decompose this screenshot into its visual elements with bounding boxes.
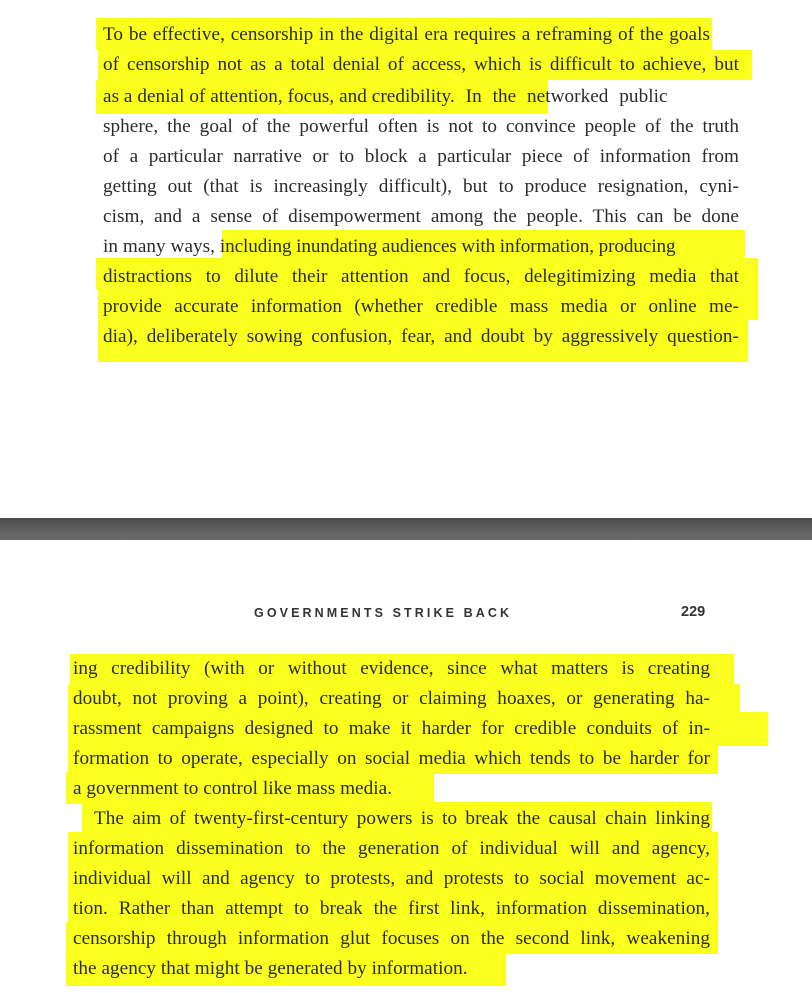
text-line: censorship through information glut focuses on the second link, weakening xyxy=(73,928,710,949)
text-line: of censorship not as a total denial of access, which is difficult to achieve, but xyxy=(103,54,739,75)
text-line: The aim of twenty-first-century powers is to break the causal chain linking xyxy=(94,808,710,829)
text-line: information dissemination to the generation of individual will and agency, xyxy=(73,838,710,859)
highlighted-phrase: including inundating audiences with information, producing xyxy=(219,236,676,257)
text-line: cism, and a sense of disempowerment among the people. This can be done xyxy=(103,206,739,227)
running-head: GOVERNMENTS STRIKE BACK xyxy=(254,606,513,620)
plain-phrase: in many ways, xyxy=(103,236,220,257)
text-line: doubt, not proving a point), creating or claiming hoaxes, or generating ha- xyxy=(73,688,710,709)
highlighted-phrase: as a denial of attention, focus, and credibility. xyxy=(103,86,455,107)
text-line: To be effective, censorship in the digital era requires a reframing of the goals xyxy=(103,24,710,45)
text-line: formation to operate, especially on social media which tends to be harder for xyxy=(73,748,710,769)
plain-phrase: In the networked public xyxy=(454,86,668,107)
text-line: dia), deliberately sowing confusion, fear, and doubt by aggressively question- xyxy=(103,326,739,347)
text-line xyxy=(103,82,739,112)
text-line: ing credibility (with or without evidence, since what matters is creating xyxy=(73,658,710,679)
text-line: provide accurate information (whether credible mass media or online me- xyxy=(103,296,739,317)
text-line: tion. Rather than attempt to break the first link, information dissemination, xyxy=(73,898,710,919)
page-divider xyxy=(0,518,812,540)
text-line: of a particular narrative or to block a particular piece of information from xyxy=(103,146,739,167)
page-number: 229 xyxy=(681,604,706,620)
text-line: sphere, the goal of the powerful often is not to convince people of the truth xyxy=(103,116,739,137)
text-line xyxy=(103,232,739,262)
text-line: a government to control like mass media. xyxy=(73,778,393,799)
text-line: rassment campaigns designed to make it harder for credible conduits of in- xyxy=(73,718,710,739)
text-line: getting out (that is increasingly difficult), but to produce resignation, cyni- xyxy=(103,176,739,197)
text-line: the agency that might be generated by information. xyxy=(73,958,468,979)
text-line: distractions to dilute their attention and focus, delegitimizing media that xyxy=(103,266,739,287)
text-line: individual will and agency to protests, and protests to social movement ac- xyxy=(73,868,710,889)
